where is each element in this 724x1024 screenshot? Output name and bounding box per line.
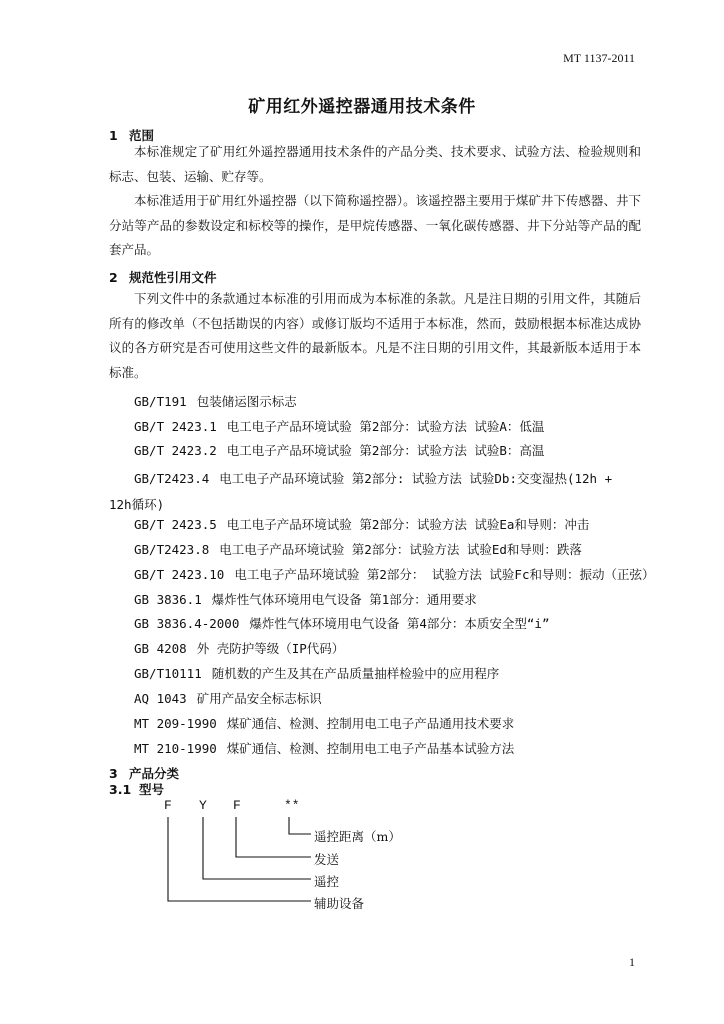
reference-title: 电工电子产品环境试验 第2部分：试验方法 试验B：高温 [226, 443, 545, 458]
model-letter-stars: ** [284, 798, 300, 813]
reference-title: 电工电子产品环境试验 第2部分：试验方法 试验Ea和导则：冲击 [226, 517, 590, 532]
reference-code: GB/T 2423.1 [134, 419, 217, 434]
reference-code: GB 4208 [134, 641, 187, 656]
reference-title: 包装储运图示标志 [196, 394, 297, 409]
reference-code: MT 209-1990 [134, 716, 217, 731]
reference-title: 煤矿通信、检测、控制用电工电子产品通用技术要求 [226, 716, 515, 731]
reference-code: GB/T2423.8 [134, 542, 210, 557]
reference-code: GB 3836.1 [134, 592, 202, 607]
reference-title: 随机数的产生及其在产品质量抽样检验中的应用程序 [211, 666, 500, 681]
connector-distance [289, 817, 311, 834]
model-letter-f2: F [233, 798, 241, 813]
section-title: 产品分类 [129, 766, 180, 781]
reference-code: GB/T 2423.5 [134, 517, 217, 532]
reference-code: GB 3836.4-2000 [134, 616, 240, 631]
reference-title: 矿用产品安全标志标识 [196, 691, 322, 706]
section-title: 范围 [129, 128, 155, 143]
model-letter-y: Y [199, 798, 207, 813]
reference-code: GB/T191 [134, 394, 187, 409]
reference-code: GB/T10111 [134, 666, 202, 681]
reference-title: 电工电子产品环境试验 第2部分：试验方法 试验A：低温 [226, 419, 545, 434]
reference-title: 电工电子产品环境试验 第2部分：试验方法 试验Ed和导则：跌落 [219, 542, 582, 557]
reference-title: 外 壳防护等级（IP代码） [196, 641, 345, 656]
reference-title: 电工电子产品环境试验 第2部分： 试验方法 试验Fc和导则：振动（正弦） [234, 567, 655, 582]
reference-title: 爆炸性气体环境用电气设备 第4部分：本质安全型“i” [249, 616, 550, 631]
scope-paragraph-1: 本标准规定了矿用红外遥控器通用技术条件的产品分类、技术要求、试验方法、检验规则和标志、包装、运输、贮存等。 [109, 144, 641, 184]
document-title: 矿用红外遥控器通用技术条件 [248, 97, 476, 117]
reference-code: GB/T 2423.2 [134, 443, 217, 458]
connector-remote [203, 817, 311, 879]
label-remote: 遥控 [314, 874, 340, 889]
reference-code: AQ 1043 [134, 691, 187, 706]
scope-paragraph-2: 本标准适用于矿用红外遥控器（以下简称遥控器）。该遥控器主要用于煤矿井下传感器、井下分站等产品的参数设定和标校等的操作，是甲烷传感器、一氧化碳传感器、井下分站等产品的配套产品。 [109, 193, 641, 257]
model-letter-f: F [164, 798, 172, 813]
reference-title: 煤矿通信、检测、控制用电工电子产品基本试验方法 [226, 741, 515, 756]
section-number: 1 [109, 128, 118, 143]
section-number: 2 [109, 270, 118, 285]
section-title: 规范性引用文件 [129, 270, 217, 285]
standard-code: MT 1137-2011 [563, 51, 635, 65]
section-number: 3.1 [109, 782, 132, 797]
page-number: 1 [629, 955, 635, 969]
reference-title: 爆炸性气体环境用电气设备 第1部分：通用要求 [211, 592, 477, 607]
section-title: 型号 [139, 782, 165, 797]
label-send: 发送 [314, 852, 340, 867]
reference-code: GB/T2423.4 [134, 471, 210, 486]
section-number: 3 [109, 766, 118, 781]
label-distance: 遥控距离（m） [314, 829, 401, 844]
reference-code: GB/T 2423.10 [134, 567, 225, 582]
normative-intro-paragraph: 下列文件中的条款通过本标准的引用而成为本标准的条款。凡是注日期的引用文件，其随后所有的修改单（不包括勘误的内容）或修订版均不适用于本标准，然而，鼓励根据本标准达成协议的各方研究是否可使用这些文件的最新版本。凡是不注日期的引用文件，其最新版本适用于本标准。 [109, 291, 641, 380]
reference-code: MT 210-1990 [134, 741, 217, 756]
label-aux-device: 辅助设备 [314, 896, 365, 911]
reference-title: 电工电子产品环境试验 第2部分: 试验方法 试验Db:交变湿热(12h + 12h循环) [109, 471, 613, 512]
connector-send [236, 817, 311, 857]
